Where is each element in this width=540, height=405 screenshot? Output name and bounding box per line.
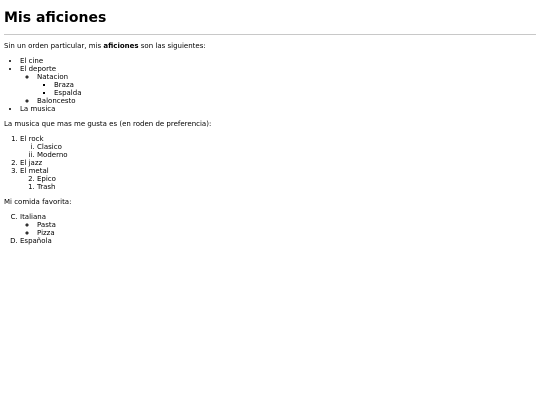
list-item-deporte xyxy=(20,65,536,105)
italian-dishes-list xyxy=(37,221,536,237)
list-item-braza: ▪ Braza xyxy=(54,81,536,89)
list-item-deporte-label: El deporte xyxy=(20,65,56,73)
list-item-metal-label: El metal xyxy=(20,167,49,175)
swimming-styles-list xyxy=(54,81,536,97)
list-item-pasta: ◦ Pasta xyxy=(37,221,536,229)
list-item-natacion xyxy=(37,73,536,97)
hobbies-intro-after: son las siguientes: xyxy=(138,42,206,50)
list-item-italiana-label: Italiana xyxy=(20,213,47,221)
list-item-metal xyxy=(20,167,536,191)
list-item-natacion-label: Natacion xyxy=(37,73,69,81)
list-item-pizza: ◦ Pizza xyxy=(37,229,536,237)
list-item-espanola: D. Española xyxy=(20,237,536,245)
rock-subgenres-list xyxy=(37,143,536,159)
list-item-clasico: i. Clasico xyxy=(37,143,536,151)
music-intro: La musica que mas me gusta es (en roden de preferencia): xyxy=(4,120,212,128)
list-item-rock xyxy=(20,135,536,159)
page-title: Mis aficiones xyxy=(4,10,107,26)
metal-subgenres-list xyxy=(37,175,536,183)
list-item-cine: • El cine xyxy=(20,57,536,65)
list-item-italiana xyxy=(20,213,536,237)
music-list xyxy=(20,135,536,191)
list-item-trash: 1. Trash xyxy=(37,183,536,191)
hobbies-intro xyxy=(4,42,536,50)
list-item-rock-label: El rock xyxy=(20,135,44,143)
food-list xyxy=(20,213,536,245)
title-divider xyxy=(4,34,536,35)
list-item-musica: • La musica xyxy=(20,105,536,113)
hobbies-list xyxy=(20,57,536,113)
list-item-moderno: ii. Moderno xyxy=(37,151,536,159)
list-item-espalda: ▪ Espalda xyxy=(54,89,536,97)
list-item-epico: 2. Epico xyxy=(37,175,536,183)
food-intro: Mi comida favorita: xyxy=(4,198,72,206)
document-page xyxy=(4,0,536,245)
list-item-baloncesto: ◦ Baloncesto xyxy=(37,97,536,105)
list-item-jazz: 2. El jazz xyxy=(20,159,536,167)
hobbies-intro-before: Sin un orden particular, mis xyxy=(4,42,104,50)
metal-subgenres-list-2 xyxy=(37,183,536,191)
sports-list xyxy=(37,73,536,105)
hobbies-intro-bold: aficiones xyxy=(103,42,139,50)
